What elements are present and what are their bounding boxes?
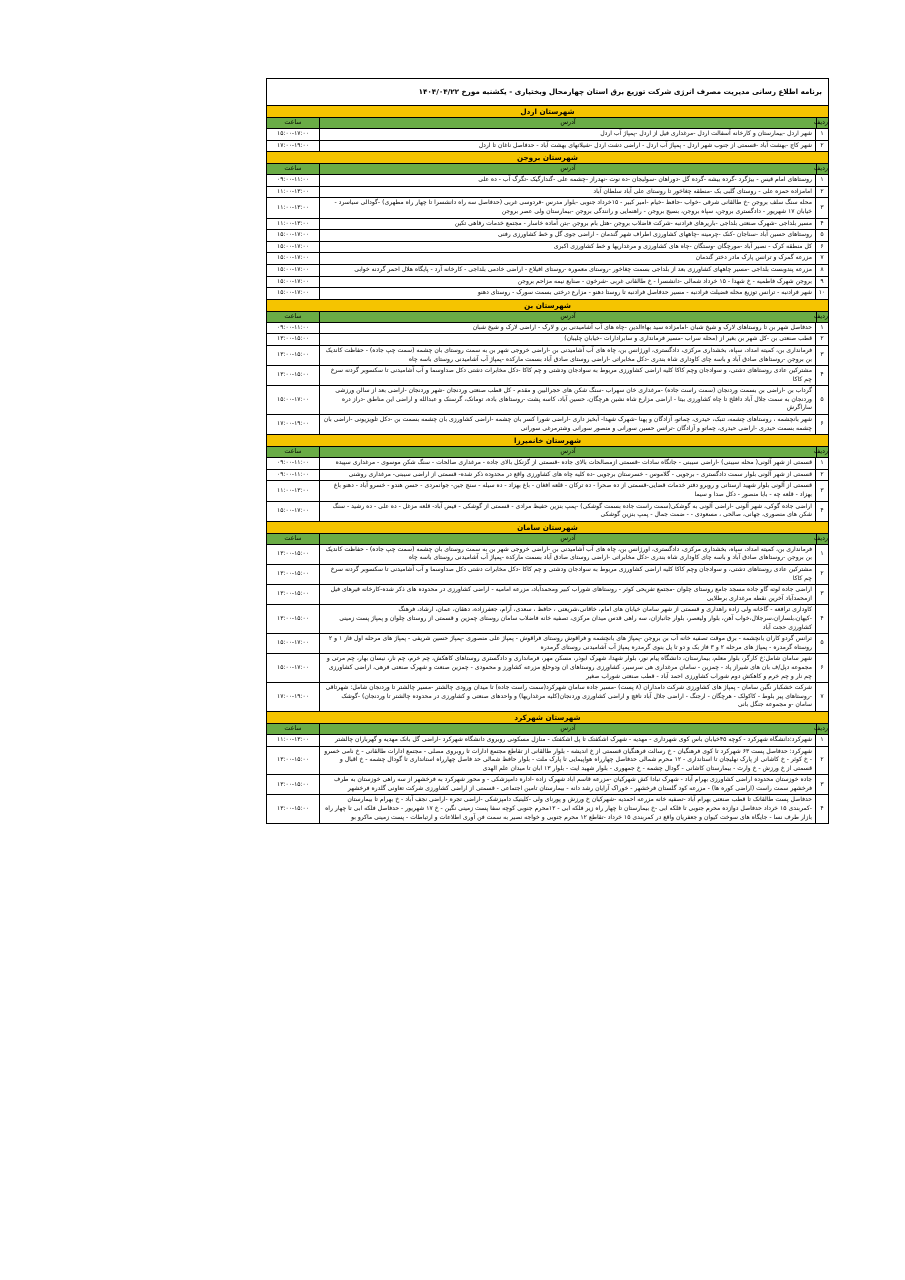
header-no: ردیف: [813, 165, 828, 173]
row-time: ۱۳:۰۰-۱۵:۰۰: [277, 351, 309, 359]
table-row: [267, 415, 828, 435]
row-number: ۱: [815, 545, 828, 564]
table-row: [267, 481, 828, 501]
table-row: [267, 198, 828, 218]
table-row: [267, 458, 828, 470]
header-time: ساعت: [284, 165, 302, 173]
row-number: ۷: [815, 253, 828, 264]
row-number: ۴: [815, 795, 828, 823]
row-time: ۱۷:۰۰-۱۹:۰۰: [277, 141, 309, 149]
row-address: شهر اردل -بیمارستان و کارخانه آسفالت اردل -مرغداری فیل از اردل -پمپاژ آب اردل: [319, 129, 815, 140]
city-sections: [267, 106, 828, 823]
row-address: قطب صنعتی بن -کل شهر بن بغیر از (محله سراب -مسیر فرمانداری و سابرادارات -خیابان چلیبان): [319, 334, 815, 345]
row-time: ۱۵:۰۰-۱۷:۰۰: [277, 242, 309, 250]
row-time: ۱۵:۰۰-۱۷:۰۰: [277, 663, 309, 671]
table-row: [267, 253, 828, 265]
row-address: مزرعه پندوبست بلداجی -مسیر چاههای کشاورزی بعد از بلداجی بسمت چغاخور -روستای معموره -روستای افیلاع - اراضی خادمی بلداجی - کارخانه آرد - پایگاه هلال احمر گردنه خوابی: [319, 265, 815, 276]
header-address: آدرس: [319, 447, 816, 457]
header-no: ردیف: [813, 312, 828, 320]
row-address: گرداب بن -اراضی بن بسمت وردنجان (سمت راست جاده) -مرغداری خان سهراب -سنگ شکن های حجرالبین و مقدم - کل قطب صنعتی وردنجان -شهر وردنجان -اراضی بعد از سالن ورزشی وردنجان به سمت جلال آباد دافلخ تا چاه کشاورزی بیتا - اراضی مزارع شاه نشین هرچگان، حسین آباد، کاسه پشت -روستاهای باده، تومانک، گرسنک و عبدالله و اراضی این مناطق -دراز دره ساراگرش: [319, 386, 815, 414]
column-header-row: [267, 118, 828, 129]
row-address: روستاهای امام قیس - بیژگرد -گرده بیشه -گرده گل -دوراهان -سولیجان -ده نوت -نهدراز -چشمه علی -گندارگیک -تگرگ آب - ده علی: [319, 175, 815, 186]
row-address: جاده خوزستان محدوده اراضی کشاورزی بهرام آباد - شهرک نبادا کش شهرکیان -مزرعه قاسم اباد شهرک زاده -اداره دامپزشکی - و محور شهرکرد به فرخشهر از سه راهی خوزستان به طرف فرخشهر سمت راست (اراضی کوره ها) - مزرعه کود گلستان فرخشهر - خوراک آرایان رشد دانه - بیمارستان تامین اجتماعی - قسمتی از اراضی کشاورزی شرکت تعاونی گلدره فرخشهر: [319, 775, 815, 794]
row-number: ۱: [815, 735, 828, 746]
row-time: ۱۳:۰۰-۱۵:۰۰: [277, 805, 309, 813]
table-row: [267, 265, 828, 277]
city-heading: شهرستان خانمیرزا: [267, 435, 828, 447]
table-row: [267, 545, 828, 565]
header-address: آدرس: [319, 724, 816, 734]
header-no: ردیف: [813, 724, 828, 732]
row-time: ۰۹:۰۰-۱۱:۰۰: [277, 176, 309, 184]
row-time: ۰۹:۰۰-۱۱:۰۰: [277, 459, 309, 467]
row-number: ۳: [815, 481, 828, 500]
table-row: [267, 141, 828, 153]
row-address: فرمانداری بن، کمیته امداد، سپاه، بخشداری مرکزی، دادگستری، اورژانس بن، چاه های آب آشامیدنی بن -اراضی خروجی شهر بن به سمت روستای بان چشمه (سمت چپ جاده) - حفاظت کاندیک بن بروجن -روستاهای صادق آباد و باسه چای کاوداری شاه بندری -دکل مخابراتی -اراضی روستای صادق آباد بسمت مارکده -پمپاژ آب آشامیدنی روستای باسه چاه: [319, 545, 815, 564]
row-number: ۵: [815, 634, 828, 653]
row-time: ۱۷:۰۰-۱۹:۰۰: [277, 692, 309, 700]
row-number: ۱۰: [815, 288, 828, 299]
table-row: [267, 230, 828, 242]
row-number: ۲: [815, 747, 828, 775]
row-time: ۱۳:۰۰-۱۵:۰۰: [277, 335, 309, 343]
table-row: [267, 219, 828, 231]
row-number: ۲: [815, 334, 828, 345]
table-row: [267, 565, 828, 585]
row-time: ۰۹:۰۰-۱۱:۰۰: [277, 323, 309, 331]
table-row: [267, 735, 828, 747]
row-number: ۶: [815, 242, 828, 253]
row-address: شهر بانچشمه ، روستاهای چشمه، تنبک، حیدری، چماتو، آزادگان و پهنا -شهرک شهدا- آبخیز داری -اراضی شورا کسر بان چشمه -اراضی کشاورزی بان چشمه بسمت بن -دکل تلویزیونی -اراضی بان چشمه بسمت حیدری -اراضی حیدری، چماتو و آزادگان -ترانس حسین سورانی و منصور سورانی وشترمرغی سورانی: [319, 415, 815, 434]
row-address: شهر فرادنبه - ترانس توزیع محله فضیلت فرادنبه - مسیر حدفاصل فرادنبه تا روستا دهنو - مزارع درختی بسمت سورک - روستای دهنو: [319, 288, 815, 299]
row-number: ۱: [815, 175, 828, 186]
row-address: مشترکین عادی روستاهای دشتی، و سوادجان وچم کاکا کلیه اراضی کشاورزی مربوط به سوادجان ودشتی و چم کاکا -دکل مخابرات دشتی دکل صداوسما و آب آشامیدنی تا سکسوبر گردنه سرخ چم کاکا: [319, 565, 815, 584]
column-header-row: [267, 164, 828, 175]
row-address: مسیر بلداجی -شهرک صنعتی بلداجی -باریرهای فرادنبه -شرکت فاضلاب بروجن -هتل بام بروجن -بتن آماده خاسار - مجتمع خدمات رفاهی تکین: [319, 219, 815, 230]
header-address: آدرس: [319, 312, 816, 322]
row-address: شهرکرد: حدفاصل پست ۶۳ شهرکرد تا کوی فرهنگیان - خ رسالت فرهنگیان قسمتی از خ اندیشه - بلوار طالقانی از تقاطع مجتمع ادارات تا روبروی مصلی - مجتمع ادارات طالقانی - خ نامی خسرو - خ کوثر - خ کاشانی از پارک نهلیجان تا استانداری - ۱۲ محرم شمالی حدفاصل چهارراه هواپیمایی تا پارک ملت - بلوار حافظ شمالی حد فاصل چهارراه استانداری تا گودال چشمه - خ اقبال و قسمتی از خ ورزش - خ وارث - بیمارستان کاشانی - گودال چشمه - خ جمهوری - بلوار شهید ایت - بلوار ۱۳ ابان تا میدان علم الهدی: [319, 747, 815, 775]
table-row: [267, 775, 828, 795]
row-number: ۵: [815, 230, 828, 241]
row-time: ۱۵:۰۰-۱۷:۰۰: [277, 265, 309, 273]
row-address: روستاهای حسین آباد -سناجان -کنک -چرمینه -چاههای کشاورزی اطراف شهر گندمان - اراضی جوی گل و خط کشاورزی رفنی: [319, 230, 815, 241]
header-time: ساعت: [284, 448, 302, 456]
column-header-row: [267, 447, 828, 458]
row-time: ۱۱:۰۰-۱۳:۰۰: [277, 219, 309, 227]
city-heading: شهرستان اردل: [267, 106, 828, 118]
table-row: [267, 605, 828, 634]
column-header-row: [267, 312, 828, 323]
row-address: شهرکرد:دانشگاه شهرکرد - کوچه ۴۵خیابان باس کوی شهرداری - مهدیه - شهرک اشکفتک تا پل اشکفتک - منازل مسکونی روبروی دانشگاه شهرکرد -اراضی گل بانک مهدیه و گهرباران چالشتر: [319, 735, 815, 746]
row-address: شهر کاج -بهشت آباد -قسمتی از جنوب شهر اردل - پمپاژ آب اردل - اراضی دشت اردل -شیلاتهای بهشت آباد - حدفاصل ناغان تا اردل: [319, 141, 815, 152]
row-address: محله سنگ سلف بروجن -خ طالقانی شرقی -خواب -حافظ -خیام -امیر کبیر - ۱۵خرداد جنوبی -بلوار مدرس -فردوسی غربی (حدفاصل سه راه دانشسرا تا چهار راه مطهری) -گودالی سیاسرد - خیابان ۱۷ شهریور - دادگستری بروجن، سپاه بروجن، بسیج بروجن - راهنمایی و رانندگی بروجن -بیمارستان ولی عصر بروجن: [319, 198, 815, 217]
table-row: [267, 683, 828, 712]
table-row: [267, 386, 828, 415]
row-time: ۱۵:۰۰-۱۷:۰۰: [277, 254, 309, 262]
row-address: مشترکین عادی روستاهای دشتی، و سوادجان وچم کاکا کلیه اراضی کشاورزی مربوط به سوادجان ودشتی و چم کاکا -دکل مخابرات دشتی دکل صداوسما و آب آشامیدنی تا سکسوبر گردنه سرخ چم کاکا: [319, 366, 815, 385]
row-number: ۲: [815, 565, 828, 584]
table-row: [267, 654, 828, 683]
row-address: فرمانداری بن، کمیته امداد، سپاه، بخشداری مرکزی، دادگستری، اورژانس بن، چاه های آب آشامیدنی بن -اراضی خروجی شهر بن به سمت روستای بان چشمه (سمت چپ جاده) - حفاظت کاندیک بن بروجن -روستاهای صادق آباد و باسه چای کاوداری شاه بندری -دکل مخابراتی -اراضی روستای صادق آباد بسمت مارکده -پمپاژ آب آشامیدنی روستای باسه چاه: [319, 346, 815, 365]
row-number: ۶: [815, 415, 828, 434]
row-time: ۱۵:۰۰-۱۷:۰۰: [277, 639, 309, 647]
city-heading: شهرستان بروجن: [267, 152, 828, 164]
row-number: ۳: [815, 775, 828, 794]
row-time: ۱۱:۰۰-۱۳:۰۰: [277, 735, 309, 743]
row-number: ۷: [815, 683, 828, 711]
row-time: ۰۹:۰۰-۱۱:۰۰: [277, 470, 309, 478]
column-header-row: [267, 534, 828, 545]
row-address: بروجن شهرک فاطمیه - خ شهدا - ۱۵ خرداد شمالی -دانشسرا - خ طالقانی غربی -شرخون - صنایع نیمه مزاحم بروجن: [319, 277, 815, 288]
row-address: شرکت خشکبار نگین سامان - پمپاژ های کشاورزی شرکت دامداران (۸ پست) -مسیر جاده سامان شهرکرد(سمت راست جاده) تا میدان ورودی چالشتر -مسیر چالشتر تا وردنجان شامل: شهرتاقی -روستاهای پیر بلوط - کاکولک - هرچگان - ارجنگ - اراضی جلال آباد نافچ و اراضی کشاورزی وردنجان(کلیه مرغداریها) و واحدهای صنعتی و کشاورزی در محدوده چالشتر تا وردنجان) -گوشک سامان -و مجموعه جنگل بانی: [319, 683, 815, 711]
row-time: ۱۳:۰۰-۱۵:۰۰: [277, 570, 309, 578]
row-time: ۱۱:۰۰-۱۳:۰۰: [277, 203, 309, 211]
row-address: امامزاده حمزه علی - روستای گلبی بک -منطقه چغاخور تا روستای علی آباد سلطان آباد: [319, 187, 815, 198]
header-time: ساعت: [284, 119, 302, 126]
row-address: ترانس گردو کاران بانچشمه - برق موقت تصفیه خانه آب بن بروجن -پمپاژ های بانچشمه و فراقوش روستای فراقوش - پمپاژ علی منصوری -پمپاژ حسین شریفی - پمپاژ های مرحله اول فاز ۱ و ۲ روستاه گرمدره - پمپاژ های مرحله ۲ و ۳ فاز بک و دو تا پل بنوی گرمدره پمپاژ آب آشامیدنی روستای گرمدره: [319, 634, 815, 653]
row-time: ۱۵:۰۰-۱۷:۰۰: [277, 277, 309, 285]
row-number: ۶: [815, 654, 828, 682]
header-no: ردیف: [813, 119, 828, 126]
table-row: [267, 634, 828, 654]
table-row: [267, 288, 828, 300]
row-time: ۱۳:۰۰-۱۵:۰۰: [277, 550, 309, 558]
header-time: ساعت: [284, 312, 302, 320]
header-address: آدرس: [319, 164, 816, 174]
row-time: ۱۳:۰۰-۱۵:۰۰: [277, 590, 309, 598]
row-number: ۸: [815, 265, 828, 276]
city-heading: شهرستان بن: [267, 300, 828, 312]
header-address: آدرس: [319, 118, 816, 128]
table-row: [267, 366, 828, 386]
row-number: ۱: [815, 129, 828, 140]
row-number: ۴: [815, 219, 828, 230]
row-time: ۱۷:۰۰-۱۹:۰۰: [277, 420, 309, 428]
row-number: ۱: [815, 323, 828, 334]
city-heading: شهرستان شهرکرد: [267, 712, 828, 724]
row-time: ۱۵:۰۰-۱۷:۰۰: [277, 395, 309, 403]
table-row: [267, 187, 828, 199]
row-time: ۱۵:۰۰-۱۷:۰۰: [277, 130, 309, 137]
row-time: ۱۵:۰۰-۱۷:۰۰: [277, 231, 309, 239]
row-address: اراضی جاده لوته گاو جاده مسجد جامع روستای چلوان -مجتمع تفریحی کوثر - روستاهای شوراب کبیر ومحمدآباد، مزرعه امامیه - اراضی کشاورزی در محدوده های ذکر شده-کارخانه قیرهای فیل ازمحمدآباد آخرین نقطه مرغداری برطلایی: [319, 585, 815, 604]
row-number: ۱: [815, 458, 828, 469]
table-row: [267, 502, 828, 522]
row-time: ۱۳:۰۰-۱۵:۰۰: [277, 614, 309, 622]
table-row: [267, 795, 828, 823]
page-title: برنامه اطلاع رسانی مدیریت مصرف انرژی شرکت توزیع برق استان چهارمحال وبختیاری - یکشنبه مورخ ۱۴۰۴/۰۴/۲۲: [267, 79, 828, 106]
row-number: ۲: [815, 187, 828, 198]
row-time: ۱۱:۰۰-۱۳:۰۰: [277, 486, 309, 494]
row-address: شهر سامان شامل:خ کارگر، بلوار معلم، بیمارستان، دانشگاه پیام نور، بلوار شهدا، شهرک ابوذر، مسکن مهر، فرمانداری و دادگستری روستاهای کاهکش، چم خرم، چم نار، نیسان بهار، چم مرتی و مجموعه دپل/ف بان های شیراز پاد - چمزین - سامان مرغداری هی سرسبر، کشاورزی روستاهای ان ودوحلع مزرعه کشاورز و محمودی - چمزین صنعت و شهرک صنعتی فرهی، اراضی کشاورزی چم نار و چم خرم و کاهکش دوم شوراب کشاورزی احمد آباد - قطب صنعتی شوراب صغیر: [319, 654, 815, 682]
row-number: ۹: [815, 277, 828, 288]
row-address: اراضی جاده گوکی، شهر آلونی -اراضی آلونی به گوشکی(سمت راست جاده بسمت گوشکی) -پمپ بنزین حفیظ مرادی - قسمتی از گوشکی - فیض آباد- قلعه مزغل - ده علی - ده رشید - سنگ شکن های منصوری، جهانی، صالحی ، مسعودی - - ضمت جمال - پمپ بنزین گوشکی: [319, 502, 815, 521]
row-number: ۳: [815, 585, 828, 604]
header-address: آدرس: [319, 534, 816, 544]
row-address: مزرعه گمرک و ترانس پارک مادر دختر گندمان: [319, 253, 815, 264]
table-row: [267, 334, 828, 346]
column-header-row: [267, 724, 828, 735]
row-number: ۲: [815, 470, 828, 481]
header-no: ردیف: [813, 534, 828, 542]
outage-schedule-table: [266, 78, 829, 824]
row-number: ۳: [815, 346, 828, 365]
row-time: ۱۳:۰۰-۱۵:۰۰: [277, 756, 309, 764]
row-address: کل منطقه کرک - نصیر آباد -مورچگان -وستگان -چاه های کشاورزی و مرغداریها و خط کشاورزی اکبری: [319, 242, 815, 253]
table-row: [267, 242, 828, 254]
row-time: ۱۱:۰۰-۱۳:۰۰: [277, 187, 309, 195]
row-address: کاوداری ترافعه - گاخانه ولی زاده راهداری و قسمتی از شهر سامان خیابان های امام، خاقانی،شریعتی ، حافظ ، سعدی، آرام، جعفرزاده، دهقان، عمان، ارشاد، فرهنگ -کیهان،بلساران،سرجلال،خواب آهن، بلوار ولیعصر، بلوار جانبازان، سه راهی قدس میدان مرکزی، تصفیه خانه فاضلاب سامان روستای چمزین و قسمتی از روستای چلوان و پمپاژ پست زمینی کشاورزی حجت آباد: [319, 605, 815, 633]
row-number: ۳: [815, 198, 828, 217]
row-number: ۵: [815, 386, 828, 414]
row-time: ۱۳:۰۰-۱۵:۰۰: [277, 371, 309, 379]
row-time: ۱۵:۰۰-۱۷:۰۰: [277, 506, 309, 514]
header-time: ساعت: [284, 534, 302, 542]
row-address: قسمتی از شهر آلونی( محله سیبنی) -اراضی سیبنی - جانگاه سادات -قسمتی ازمصالحات بالای جاده -قسمتی از گزنکل بالای جاده - مرغداری صالحات - سنگ شکن موسوی - مرغداری سپیده: [319, 458, 815, 469]
header-no: ردیف: [813, 448, 828, 456]
table-row: [267, 585, 828, 605]
table-row: [267, 346, 828, 366]
row-time: ۱۵:۰۰-۱۷:۰۰: [277, 289, 309, 297]
row-number: ۴: [815, 366, 828, 385]
table-row: [267, 747, 828, 776]
row-address: حدفاصل پست طالقانک تا قطب صنعتی بهرام آباد -تصفیه خانه مزرعه احمدیه -شهرکیان خ ورزش و پورنای ولی -کلینیک دامپزشکی -اراضی تجره -اراضی نجف آباد - خ بهرام تا بیمارستان -کمربندی ۱۵ خرداد حدفاصل دوازده محرم جنوبی تا فلکه ابی -خ بیمارستان تا چهار راه زیر فلکه ابی - ۱۲محرم جنوبی کوچه سفا پست زمینی نگین - خ ۱۷ شهریور - حدفاصل فلکه ابی تا چهار راه بازار طرف نسا - جایگاه های سوخت کیوان و جعفریان واقع در کمربندی ۱۵ خرداد -تقاطع ۱۲ محرم جنوبی و خواجه نصیر به سمت فن آوری اطلاعات و ارتباطات - پست زمینی ماکرو بو: [319, 795, 815, 823]
row-time: ۱۳:۰۰-۱۵:۰۰: [277, 780, 309, 788]
row-number: ۴: [815, 502, 828, 521]
row-address: قسمتی از شهر آلونی بلوار سمت دادگستری - برجویی - گلاموس - خسرستان برجویی -ده کلیه چاه های کشاورزی واقع در محدوده ذکر شده- قسمتی از اراضی سیبنی- مرغداری روشنی: [319, 470, 815, 481]
table-row: [267, 129, 828, 141]
row-address: حدفاصل شهر بن تا روستاهای لارک و شیخ شبان -امامزاده سید بهاءالدین -چاه های آب آشامیدنی بن و لارک - اراضی لارک و شیخ شبان: [319, 323, 815, 334]
city-heading: شهرستان سامان: [267, 522, 828, 534]
table-row: [267, 175, 828, 187]
row-number: ۴: [815, 605, 828, 633]
table-row: [267, 470, 828, 482]
header-time: ساعت: [284, 724, 302, 732]
row-number: ۲: [815, 141, 828, 152]
table-row: [267, 323, 828, 335]
row-address: قسمتی از آلونی بلوار شهید ارستانی و روبرو دفتر خدمات قضایی-قسمتی از ده صحرا - ده ترکان - قلعه افغان - باغ بهزاد - ده سیله - سنج جین- جوانمردی - حسن هندو - خسرو آباد - دهنو باغ بهزاد - قلعه چه - بابا منصور - دکل صدا و سیما: [319, 481, 815, 500]
table-row: [267, 277, 828, 289]
